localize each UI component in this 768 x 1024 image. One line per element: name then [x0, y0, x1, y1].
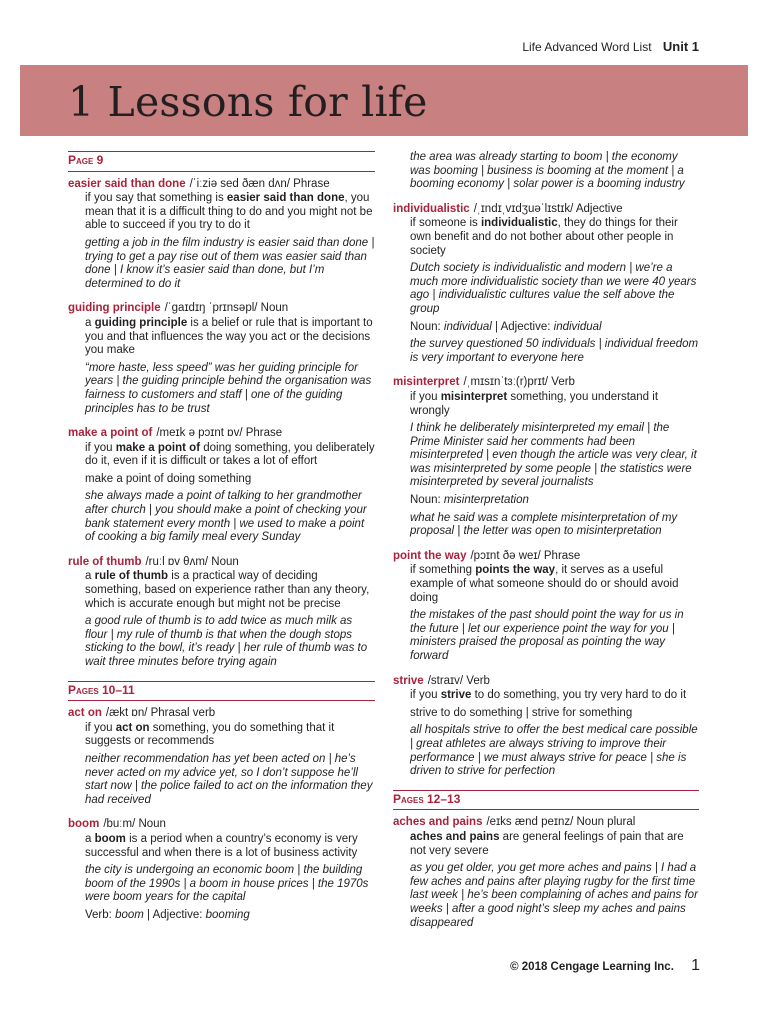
section-heading: Pages 12–13	[393, 790, 699, 811]
copyright: © 2018 Cengage Learning Inc.	[510, 961, 674, 973]
pronunciation: /straɪv/ Verb	[427, 674, 490, 687]
pronunciation: /ækt ɒn/ Phrasal verb	[105, 707, 216, 720]
pronunciation: /pɔɪnt ðə weɪ/ Phrase	[470, 549, 581, 562]
headword: make a point of	[68, 427, 153, 440]
book-title: Life Advanced Word List	[522, 40, 652, 54]
headword: easier said than done	[68, 177, 186, 190]
pronunciation: /ˈɡaɪdɪŋ ˈprɪnsəpl/ Noun	[164, 302, 289, 315]
definition: if you act on something, you do something that it suggests or recommends	[85, 721, 335, 748]
example: I think he deliberately misinterpreted my email | the Prime Minister said her comments had been misinterpreted | even though the article was very clear, it was misinterpreted by some people | the statistics were misinterpreted by several journalists	[410, 422, 697, 489]
example: as you get older, you get more aches and pains | I had a few aches and pains after playing rugby for the first time last week | he’s been complaining of aches and pains for weeks | after a good night’s sleep my aches and pains disappeared	[410, 862, 698, 929]
example-continued: the area was already starting to boom | the economy was booming | business is booming at the moment | a booming economy | solar power is a booming industry	[410, 151, 685, 191]
headword: guiding principle	[68, 302, 161, 315]
entry-easier-said-than-done	[68, 178, 375, 292]
section-heading: Page 9	[68, 151, 375, 172]
entry-act-on	[68, 707, 375, 807]
page-number: 1	[691, 957, 700, 974]
entry-rule-of-thumb	[68, 556, 375, 670]
example: neither recommendation has yet been acted on | he’s never acted on my advice yet, so I don’t suppose he’ll start now | the police failed to act on the information they had received	[85, 752, 373, 806]
related-forms: Noun: individual | Adjective: individual	[410, 320, 602, 333]
example: the city is undergoing an economic boom | the building boom of the 1990s | a boom in house prices | the 1970s were boom years for the capital	[85, 864, 369, 904]
definition: aches and pains are general feelings of pain that are not very severe	[410, 830, 684, 857]
entry-aches-and-pains	[393, 816, 699, 930]
usage-pattern: strive to do something | strive for something	[410, 706, 633, 719]
section-heading: Pages 10–11	[68, 681, 375, 702]
example: she always made a point of talking to her grandmother after church | you should make a point of checking your bank statement every month | we used to make a point of cooking a big family meal every Sunday	[85, 490, 367, 544]
headword: point the way	[393, 549, 467, 562]
page-title: 1 Lessons for life	[68, 78, 428, 126]
pronunciation: /ˌmɪsɪnˈtɜː(r)prɪt/ Verb	[463, 376, 575, 389]
example: what he said was a complete misinterpretation of my proposal | the letter was open to misinterpretation	[410, 511, 678, 538]
entry-guiding-principle	[68, 302, 375, 416]
entry-boom	[68, 818, 375, 922]
headword: strive	[393, 674, 424, 687]
pronunciation: /eɪks ænd peɪnz/ Noun plural	[486, 816, 636, 829]
headword: boom	[68, 818, 100, 831]
page-footer	[510, 957, 700, 975]
example: “more haste, less speed” was her guiding principle for years | the guiding principle behind the organisation was fairness to customers and staff | one of the guiding principles has to be trust	[85, 361, 372, 415]
entry-misinterpret	[393, 376, 699, 539]
usage-pattern: make a point of doing something	[85, 472, 252, 485]
entry-point-the-way	[393, 550, 699, 664]
definition: if you misinterpret something, you understand it wrongly	[410, 390, 659, 417]
running-header	[522, 39, 699, 54]
definition: if you strive to do something, you try very hard to do it	[410, 689, 687, 702]
pronunciation: /ˌɪndɪˌvɪdʒuəˈlɪstɪk/ Adjective	[473, 202, 623, 215]
definition: if someone is individualistic, they do things for their own benefit and do not bother about other people in society	[410, 217, 678, 257]
right-column	[393, 151, 699, 941]
title-band	[20, 65, 748, 136]
related-forms: Noun: misinterpretation	[410, 494, 529, 507]
example: getting a job in the film industry is easier said than done | trying to get a pay rise out of them was easier said than done | I know it’s easier said than done, but I’m determined to do it	[85, 236, 375, 290]
unit-label: Unit 1	[662, 39, 699, 54]
headword: aches and pains	[393, 816, 483, 829]
pronunciation: /meɪk ə pɔɪnt ɒv/ Phrase	[156, 427, 283, 440]
entry-strive	[393, 675, 699, 779]
definition: a rule of thumb is a practical way of deciding something, based on experience rather than any theory, which is accurate enough but might not be precise	[85, 570, 370, 610]
example: the survey questioned 50 individuals | individual freedom is very important to everyone here	[410, 338, 699, 364]
pronunciation: /ˈiːziə sed ðæn dʌn/ Phrase	[189, 177, 330, 190]
definition: a guiding principle is a belief or rule that is important to you and that influences the way you act or the decisions you make	[85, 316, 373, 357]
definition: if you make a point of doing something, you deliberately do it, even if it is difficult or takes a lot of effort	[85, 441, 375, 468]
headword: act on	[68, 707, 102, 720]
pronunciation: /ruːl ɒv θʌm/ Noun	[145, 555, 239, 568]
example: the mistakes of the past should point the way for us in the future | let our experience point the way for you | ministers praised the proposal as pointing the way forward	[410, 609, 684, 662]
definition: if something points the way, it serves as a useful example of what someone should do or should avoid doing	[410, 564, 679, 604]
example: all hospitals strive to offer the best medical care possible | great athletes are always striving to improve their performance | we must always strive for peace | she is driven to strive for perfection	[410, 724, 698, 778]
example: Dutch society is individualistic and modern | we’re a much more individualistic society than we were 40 years ago | individualistic cultures value the self above the group	[410, 262, 697, 315]
definition: if you say that something is easier said than done, you mean that it is a difficult thing to do and you might not be able to succeed if you try to do it	[85, 192, 373, 232]
headword: rule of thumb	[68, 555, 142, 568]
headword: individualistic	[393, 202, 470, 215]
entry-make-a-point-of	[68, 427, 375, 545]
pronunciation: /buːm/ Noun	[103, 818, 166, 831]
example: a good rule of thumb is to add twice as much milk as flour | my rule of thumb is that when the dough stops sticking to the bowl, it’s ready | her rule of thumb was to wait three minutes before trying again	[85, 615, 368, 668]
headword: misinterpret	[393, 376, 460, 389]
left-column	[68, 151, 375, 934]
definition: a boom is a period when a country’s economy is very successful and when there is a lot of business activity	[85, 832, 358, 859]
entry-individualistic	[393, 203, 699, 366]
related-forms: Verb: boom | Adjective: booming	[85, 908, 250, 921]
